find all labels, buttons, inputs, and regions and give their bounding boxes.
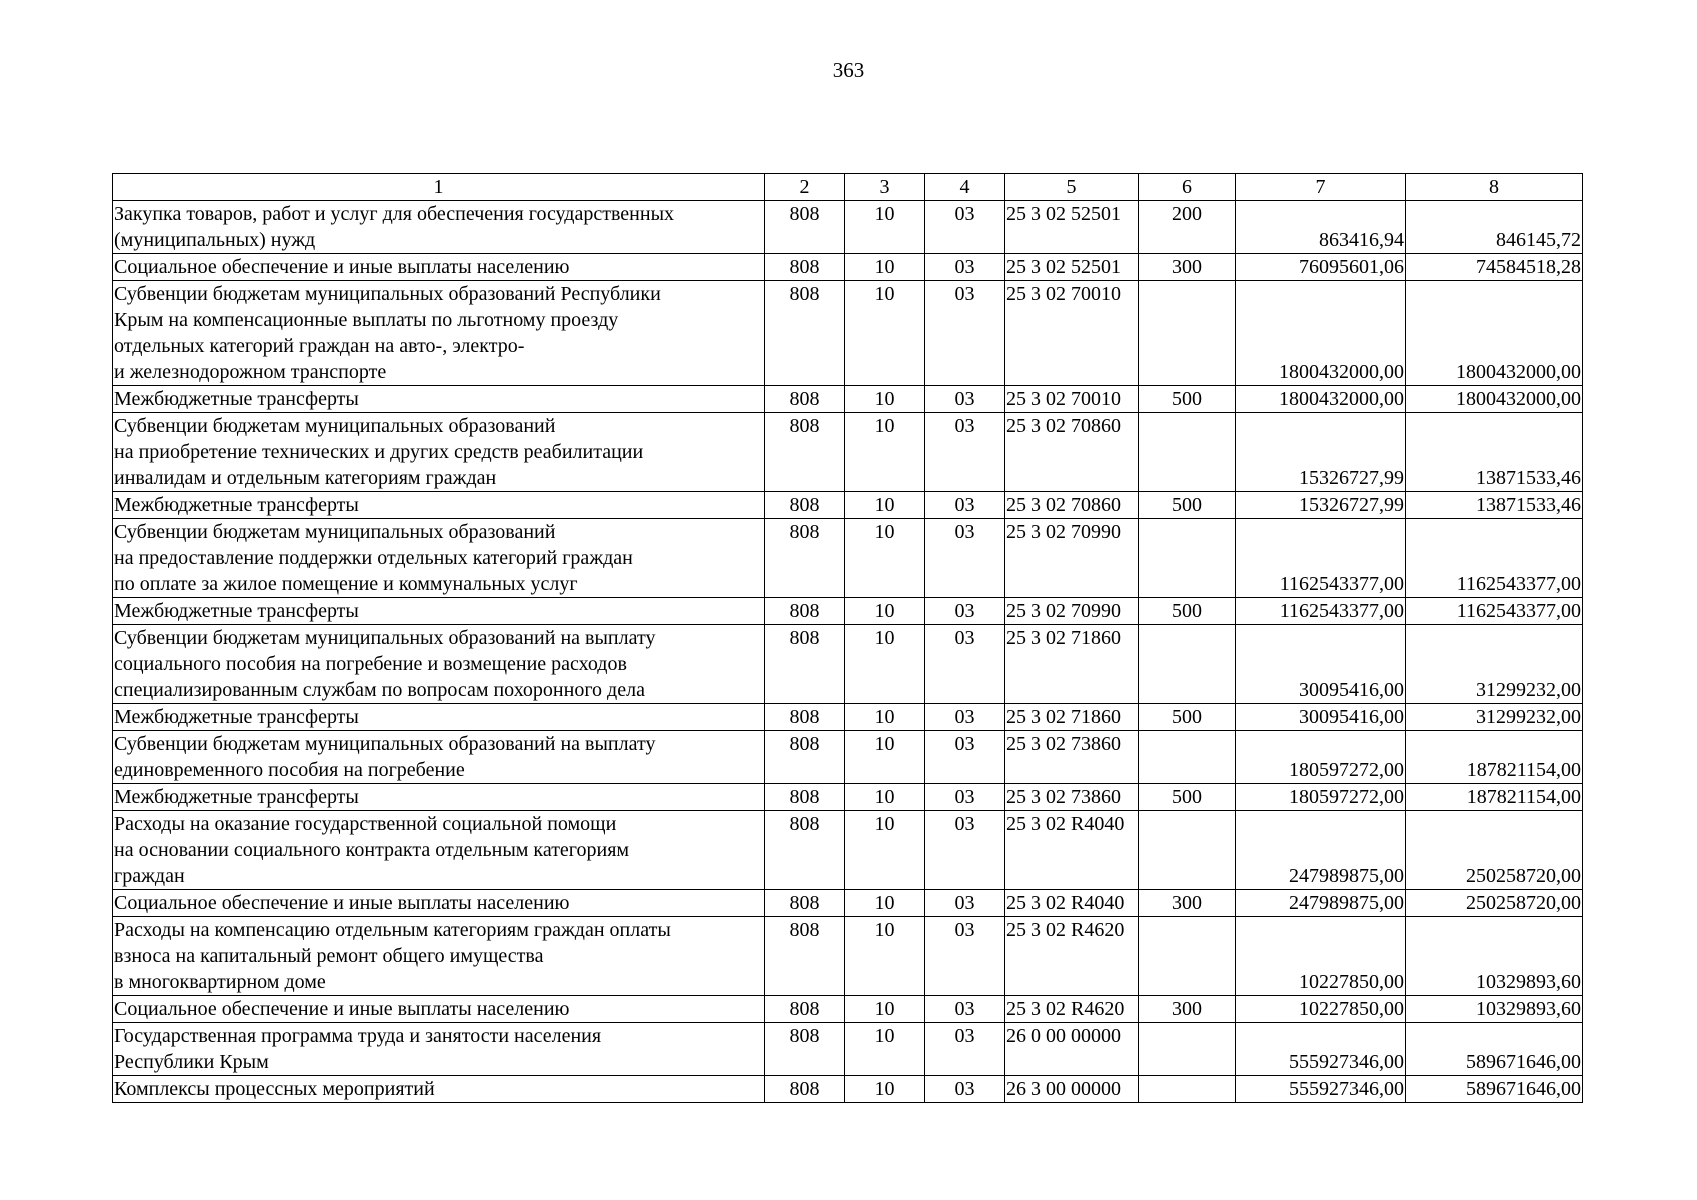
amount-year-2: 187821154,00 [1406,784,1583,811]
column-header: 3 [845,174,925,201]
amount-year-2: 74584518,28 [1406,254,1583,281]
table-row [113,890,1583,917]
subsection-code: 03 [925,890,1005,917]
description-line: Республики Крым [114,1051,269,1073]
section-code: 10 [845,281,925,386]
amount-year-1: 247989875,00 [1236,890,1406,917]
description-line: Субвенции бюджетам муниципальных образований на выплату [114,627,656,649]
target-article-code: 25 3 02 71860 [1005,625,1139,704]
table-row [113,519,1583,598]
table-row [113,625,1583,704]
target-article-code: 25 3 02 70010 [1005,281,1139,386]
page-number: 363 [832,58,865,82]
target-article-code: 25 3 02 73860 [1005,731,1139,784]
column-header: 7 [1236,174,1406,201]
description-line: Субвенции бюджетам муниципальных образований [114,521,556,543]
amount-year-1: 10227850,00 [1236,917,1406,996]
row-description [113,598,765,625]
budget-table [112,173,1583,1103]
amount-year-2: 10329893,60 [1406,917,1583,996]
section-code: 10 [845,519,925,598]
column-header: 4 [925,174,1005,201]
amount-year-1: 15326727,99 [1236,413,1406,492]
amount-year-2: 31299232,00 [1406,625,1583,704]
target-article-code: 25 3 02 70010 [1005,386,1139,413]
description-line: Государственная программа труда и занятости населения [114,1025,602,1047]
section-code: 10 [845,917,925,996]
amount-year-1: 1800432000,00 [1236,281,1406,386]
amount-year-1: 1800432000,00 [1236,386,1406,413]
amount-year-2: 1162543377,00 [1406,598,1583,625]
ministry-code: 808 [765,519,845,598]
expense-type-code: 500 [1139,704,1236,731]
section-code: 10 [845,254,925,281]
table-row [113,1076,1583,1103]
table-row [113,784,1583,811]
expense-type-code [1139,917,1236,996]
expense-type-code [1139,519,1236,598]
expense-type-code [1139,731,1236,784]
subsection-code: 03 [925,704,1005,731]
expense-type-code: 500 [1139,492,1236,519]
description-line: (муниципальных) нужд [114,229,316,251]
ministry-code: 808 [765,201,845,254]
description-line: Межбюджетные трансферты [114,494,359,516]
target-article-code: 25 3 02 70860 [1005,413,1139,492]
target-article-code: 25 3 02 70990 [1005,598,1139,625]
ministry-code: 808 [765,784,845,811]
description-line: Комплексы процессных мероприятий [114,1078,435,1100]
description-line: Субвенции бюджетам муниципальных образований на выплату [114,733,656,755]
ministry-code: 808 [765,281,845,386]
subsection-code: 03 [925,413,1005,492]
ministry-code: 808 [765,625,845,704]
amount-year-2: 13871533,46 [1406,413,1583,492]
row-description [113,492,765,519]
amount-year-1: 1162543377,00 [1236,598,1406,625]
expense-type-code: 200 [1139,201,1236,254]
description-line: единовременного пособия на погребение [114,759,465,781]
description-line: отдельных категорий граждан на авто-, электро- [114,335,525,357]
amount-year-1: 10227850,00 [1236,996,1406,1023]
amount-year-1: 555927346,00 [1236,1076,1406,1103]
table-body [113,201,1583,1103]
table-row [113,492,1583,519]
description-line: граждан [114,865,185,887]
ministry-code: 808 [765,1023,845,1076]
column-header: 2 [765,174,845,201]
row-description [113,996,765,1023]
target-article-code: 25 3 02 70990 [1005,519,1139,598]
column-header: 6 [1139,174,1236,201]
row-description [113,784,765,811]
amount-year-2: 846145,72 [1406,201,1583,254]
target-article-code: 25 3 02 73860 [1005,784,1139,811]
target-article-code: 25 3 02 R4040 [1005,811,1139,890]
row-description [113,413,765,492]
target-article-code: 25 3 02 R4620 [1005,917,1139,996]
amount-year-1: 1162543377,00 [1236,519,1406,598]
description-line: Межбюджетные трансферты [114,786,359,808]
table-row [113,201,1583,254]
column-header: 1 [113,174,765,201]
section-code: 10 [845,731,925,784]
ministry-code: 808 [765,598,845,625]
description-line: взноса на капитальный ремонт общего имущества [114,945,544,967]
section-code: 10 [845,1023,925,1076]
ministry-code: 808 [765,704,845,731]
subsection-code: 03 [925,201,1005,254]
row-description [113,1076,765,1103]
amount-year-2: 187821154,00 [1406,731,1583,784]
description-line: на основании социального контракта отдельным категориям [114,839,630,861]
amount-year-1: 555927346,00 [1236,1023,1406,1076]
amount-year-1: 180597272,00 [1236,784,1406,811]
section-code: 10 [845,704,925,731]
row-description [113,625,765,704]
table-row [113,731,1583,784]
section-code: 10 [845,1076,925,1103]
amount-year-2: 1162543377,00 [1406,519,1583,598]
target-article-code: 25 3 02 R4040 [1005,890,1139,917]
column-header: 8 [1406,174,1583,201]
table-row [113,996,1583,1023]
amount-year-2: 589671646,00 [1406,1076,1583,1103]
section-code: 10 [845,811,925,890]
target-article-code: 25 3 02 52501 [1005,201,1139,254]
ministry-code: 808 [765,996,845,1023]
section-code: 10 [845,413,925,492]
description-line: Социальное обеспечение и иные выплаты населению [114,256,570,278]
expense-type-code: 300 [1139,996,1236,1023]
subsection-code: 03 [925,1076,1005,1103]
description-line: Субвенции бюджетам муниципальных образований Республики [114,283,661,305]
amount-year-1: 30095416,00 [1236,704,1406,731]
subsection-code: 03 [925,519,1005,598]
description-line: в многоквартирном доме [114,971,326,993]
description-line: Закупка товаров, работ и услуг для обеспечения государственных [114,203,675,225]
description-line: Субвенции бюджетам муниципальных образований [114,415,556,437]
subsection-code: 03 [925,811,1005,890]
ministry-code: 808 [765,731,845,784]
expense-type-code [1139,1076,1236,1103]
ministry-code: 808 [765,492,845,519]
subsection-code: 03 [925,784,1005,811]
amount-year-1: 30095416,00 [1236,625,1406,704]
section-code: 10 [845,996,925,1023]
table-row [113,811,1583,890]
target-article-code: 25 3 02 71860 [1005,704,1139,731]
row-description [113,731,765,784]
target-article-code: 25 3 02 R4620 [1005,996,1139,1023]
table-row [113,281,1583,386]
subsection-code: 03 [925,281,1005,386]
subsection-code: 03 [925,1023,1005,1076]
amount-year-2: 10329893,60 [1406,996,1583,1023]
section-code: 10 [845,201,925,254]
table-row [113,386,1583,413]
description-line: социального пособия на погребение и возмещение расходов [114,653,627,675]
description-line: на предоставление поддержки отдельных категорий граждан [114,547,633,569]
expense-type-code [1139,281,1236,386]
amount-year-2: 589671646,00 [1406,1023,1583,1076]
ministry-code: 808 [765,386,845,413]
ministry-code: 808 [765,811,845,890]
description-line: Социальное обеспечение и иные выплаты населению [114,892,570,914]
row-description [113,890,765,917]
amount-year-1: 76095601,06 [1236,254,1406,281]
amount-year-1: 863416,94 [1236,201,1406,254]
ministry-code: 808 [765,890,845,917]
description-line: Межбюджетные трансферты [114,706,359,728]
column-header: 5 [1005,174,1139,201]
description-line: Расходы на оказание государственной социальной помощи [114,813,617,835]
row-description [113,201,765,254]
expense-type-code: 500 [1139,598,1236,625]
header-row [113,174,1583,201]
table-row [113,254,1583,281]
description-line: Социальное обеспечение и иные выплаты населению [114,998,570,1020]
description-line: специализированным службам по вопросам похоронного дела [114,679,645,701]
row-description [113,1023,765,1076]
amount-year-1: 15326727,99 [1236,492,1406,519]
description-line: на приобретение технических и других средств реабилитации [114,441,644,463]
description-line: Расходы на компенсацию отдельным категориям граждан оплаты [114,919,671,941]
ministry-code: 808 [765,254,845,281]
table-row [113,413,1583,492]
amount-year-2: 1800432000,00 [1406,386,1583,413]
amount-year-1: 180597272,00 [1236,731,1406,784]
target-article-code: 26 0 00 00000 [1005,1023,1139,1076]
expense-type-code [1139,413,1236,492]
row-description [113,917,765,996]
expense-type-code: 300 [1139,890,1236,917]
row-description [113,281,765,386]
row-description [113,519,765,598]
section-code: 10 [845,890,925,917]
subsection-code: 03 [925,386,1005,413]
table-row [113,917,1583,996]
section-code: 10 [845,386,925,413]
amount-year-2: 1800432000,00 [1406,281,1583,386]
subsection-code: 03 [925,731,1005,784]
description-line: Межбюджетные трансферты [114,600,359,622]
row-description [113,704,765,731]
target-article-code: 26 3 00 00000 [1005,1076,1139,1103]
target-article-code: 25 3 02 70860 [1005,492,1139,519]
amount-year-2: 250258720,00 [1406,811,1583,890]
ministry-code: 808 [765,917,845,996]
table-row [113,1023,1583,1076]
row-description [113,386,765,413]
section-code: 10 [845,784,925,811]
row-description [113,254,765,281]
expense-type-code [1139,1023,1236,1076]
expense-type-code [1139,811,1236,890]
expense-type-code [1139,625,1236,704]
table-row [113,704,1583,731]
description-line: и железнодорожном транспорте [114,361,387,383]
table-row [113,598,1583,625]
description-line: по оплате за жилое помещение и коммунальных услуг [114,573,578,595]
expense-type-code: 500 [1139,784,1236,811]
expense-type-code: 300 [1139,254,1236,281]
section-code: 10 [845,492,925,519]
amount-year-1: 247989875,00 [1236,811,1406,890]
subsection-code: 03 [925,996,1005,1023]
subsection-code: 03 [925,254,1005,281]
ministry-code: 808 [765,413,845,492]
description-line: Крым на компенсационные выплаты по льготному проезду [114,309,619,331]
expense-type-code: 500 [1139,386,1236,413]
amount-year-2: 13871533,46 [1406,492,1583,519]
row-description [113,811,765,890]
ministry-code: 808 [765,1076,845,1103]
subsection-code: 03 [925,598,1005,625]
subsection-code: 03 [925,917,1005,996]
target-article-code: 25 3 02 52501 [1005,254,1139,281]
subsection-code: 03 [925,625,1005,704]
section-code: 10 [845,598,925,625]
amount-year-2: 250258720,00 [1406,890,1583,917]
section-code: 10 [845,625,925,704]
description-line: Межбюджетные трансферты [114,388,359,410]
description-line: инвалидам и отдельным категориям граждан [114,467,497,489]
amount-year-2: 31299232,00 [1406,704,1583,731]
subsection-code: 03 [925,492,1005,519]
